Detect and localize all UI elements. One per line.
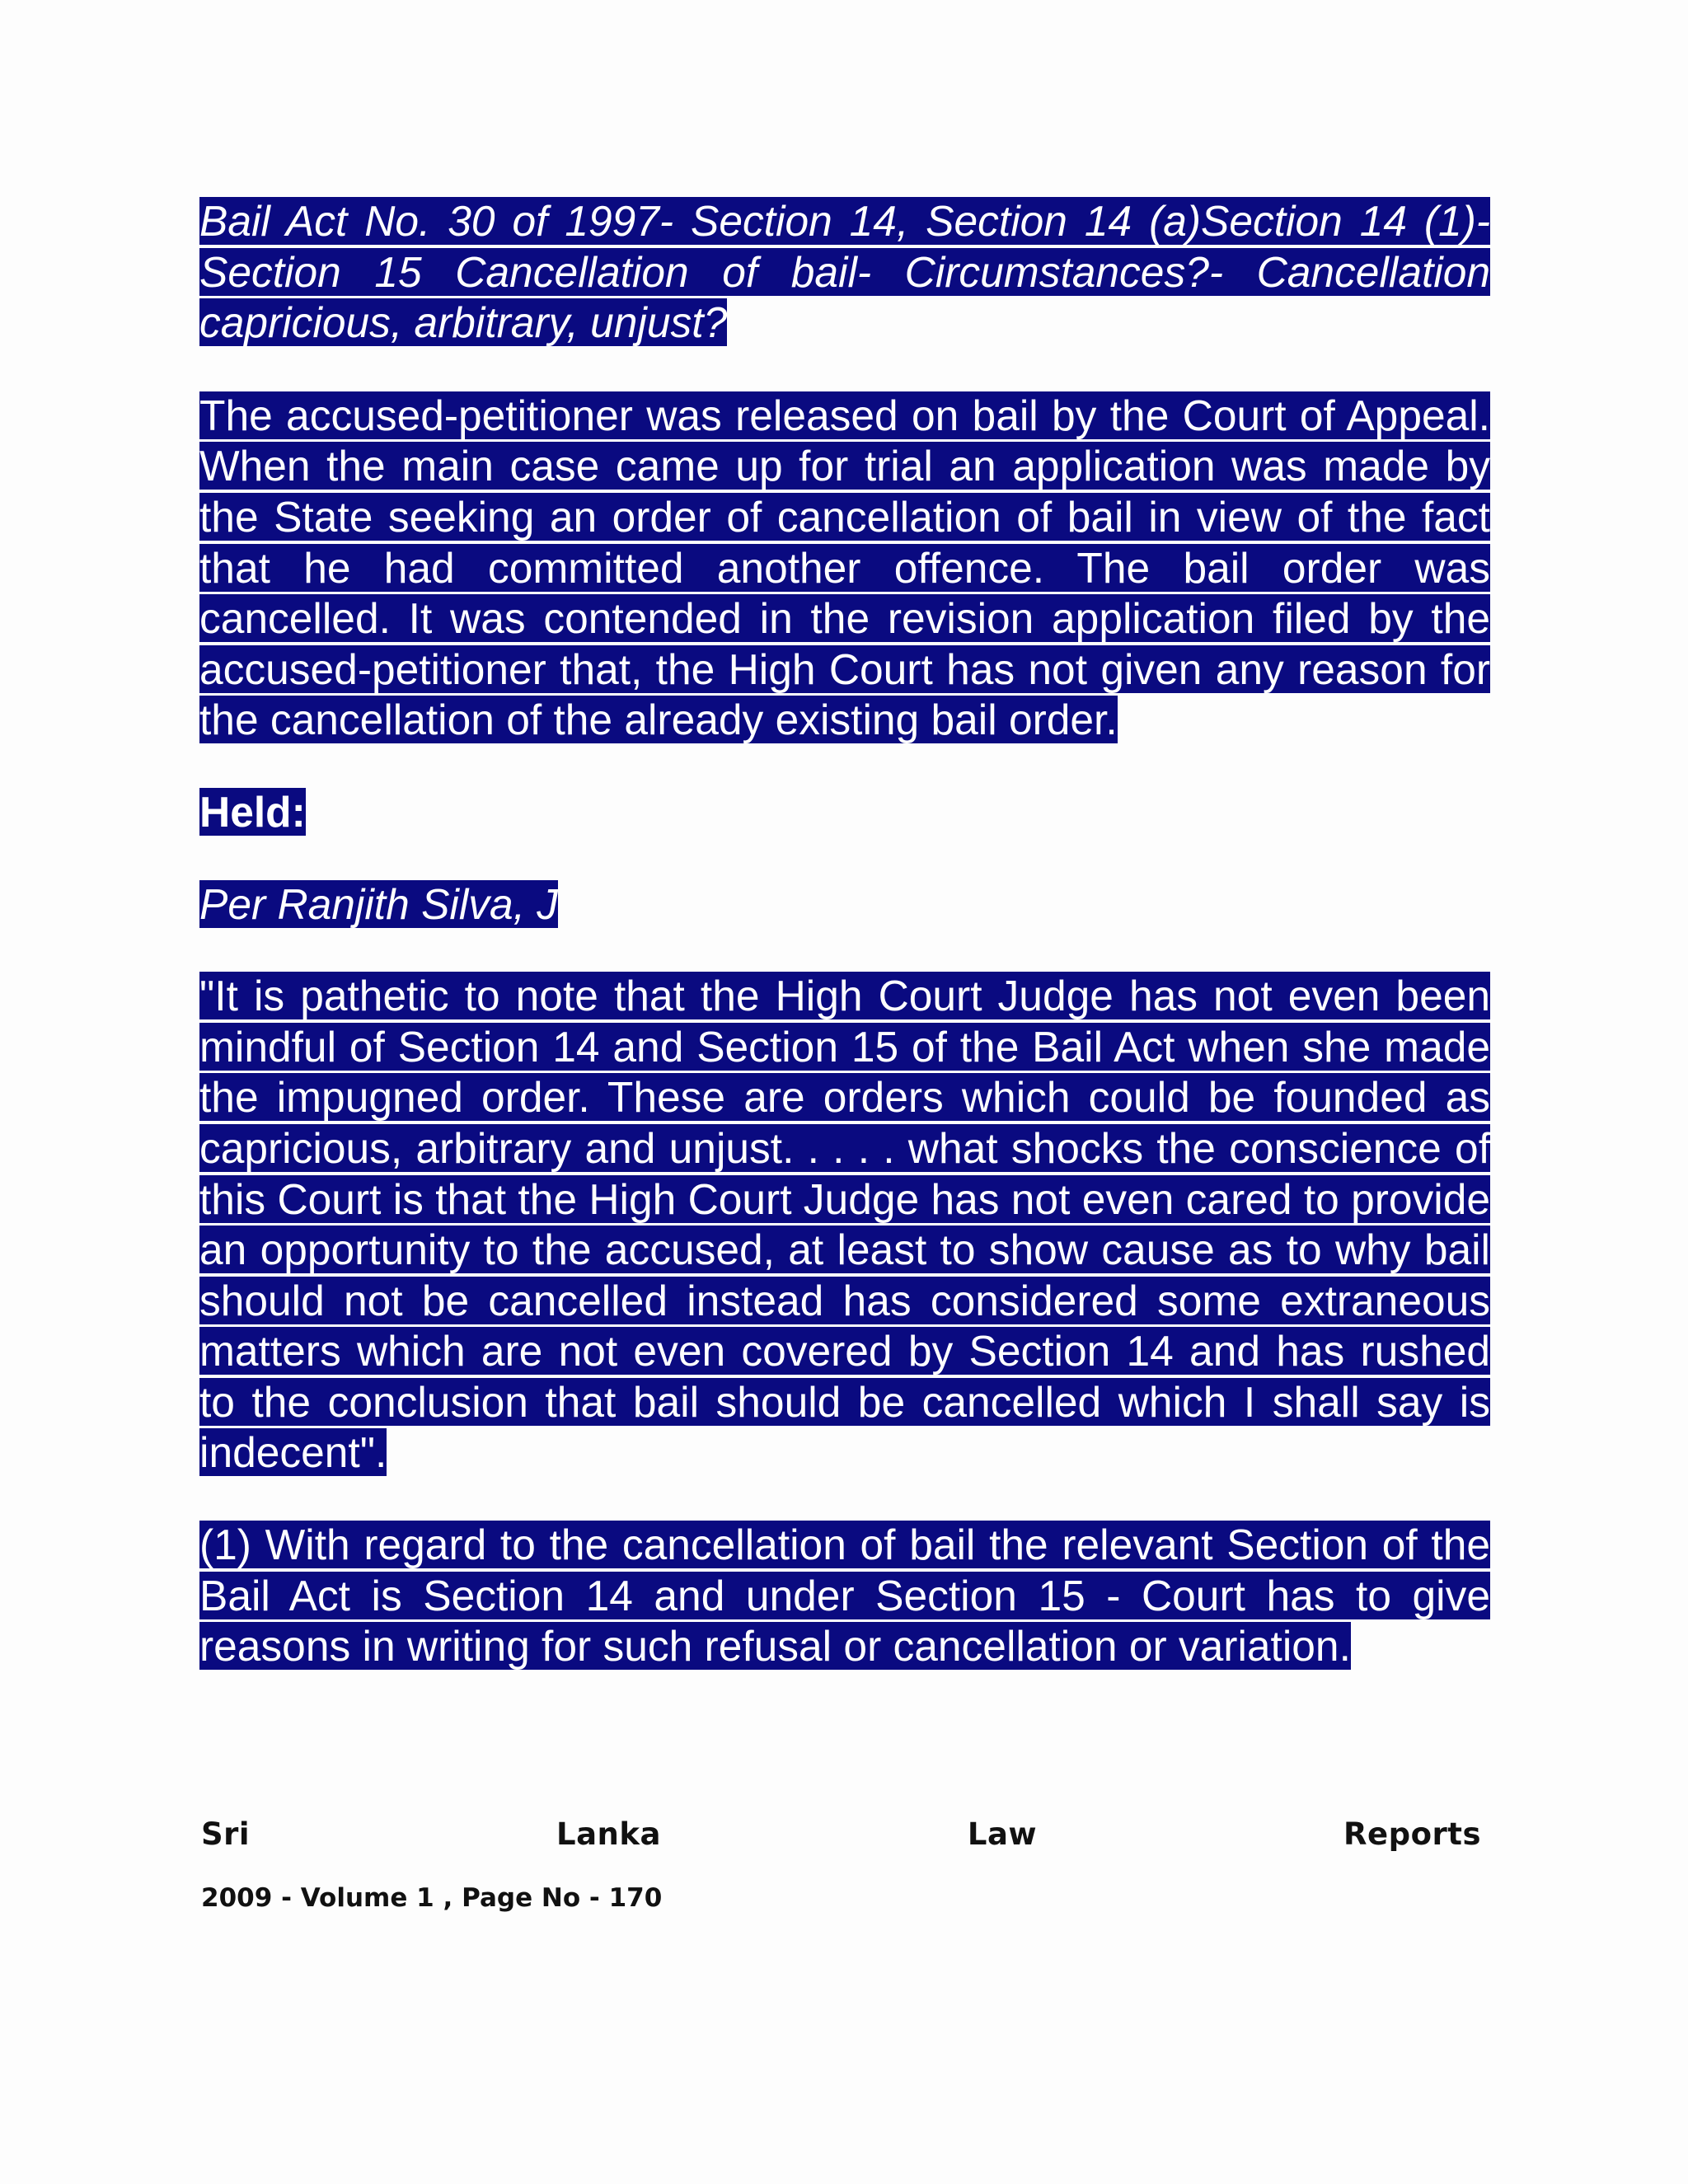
footer-title-word: Sri <box>201 1816 251 1852</box>
footer-citation: 2009 - Volume 1 , Page No - 170 <box>201 1883 663 1913</box>
footer-title-word: Reports <box>1343 1816 1481 1852</box>
judge-attribution <box>199 879 1490 930</box>
judge-name: Per Ranjith Silva, J <box>199 879 559 928</box>
holding-point-1 <box>199 1520 1490 1672</box>
held-heading <box>199 787 1490 838</box>
document-body <box>199 196 1490 1672</box>
headnote-text: Bail Act No. 30 of 1997- Section 14, Section 14 (a)Section 14 (1)- Section 15 Cancellation of bail- Circumstances?- Cancellation capricious, arbitrary, unjust? <box>199 197 1490 347</box>
held-label: Held: <box>199 787 306 836</box>
quote-paragraph <box>199 971 1490 1479</box>
facts-paragraph <box>199 391 1490 746</box>
quote-text: "It is pathetic to note that the High Court Judge has not even been mindful of Section 14 and Section 15 of the Bail Act when she made the impugned order. These are orders which could be founded as capricious, arbitrary and unjust. . . . . what shocks the conscience of this Court is that the High Court Judge has not even cared to provide an opportunity to the accused, at least to show cause as to why bail should not be cancelled instead has considered some extraneous matters which are not even covered by Section 14 and has rushed to the conclusion that bail should be cancelled which I shall say is indecent". <box>199 972 1490 1477</box>
footer-publication-title <box>201 1816 1481 1852</box>
headnote-paragraph <box>199 196 1490 349</box>
footer-title-word: Lanka <box>556 1816 661 1852</box>
footer-title-word: Law <box>967 1816 1038 1852</box>
holding-point-1-text: (1) With regard to the cancellation of bail the relevant Section of the Bail Act is Section 14 and under Section 15 - Court has to give reasons in writing for such refusal or cancellation or variation. <box>199 1521 1490 1671</box>
facts-text: The accused-petitioner was released on bail by the Court of Appeal. When the main case came up for trial an application was made by the State seeking an order of cancellation of bail in view of the fact that he had committed another offence. The bail order was cancelled. It was contended in the revision application filed by the accused-petitioner that, the High Court has not given any reason for the cancellation of the already existing bail order. <box>199 391 1490 744</box>
